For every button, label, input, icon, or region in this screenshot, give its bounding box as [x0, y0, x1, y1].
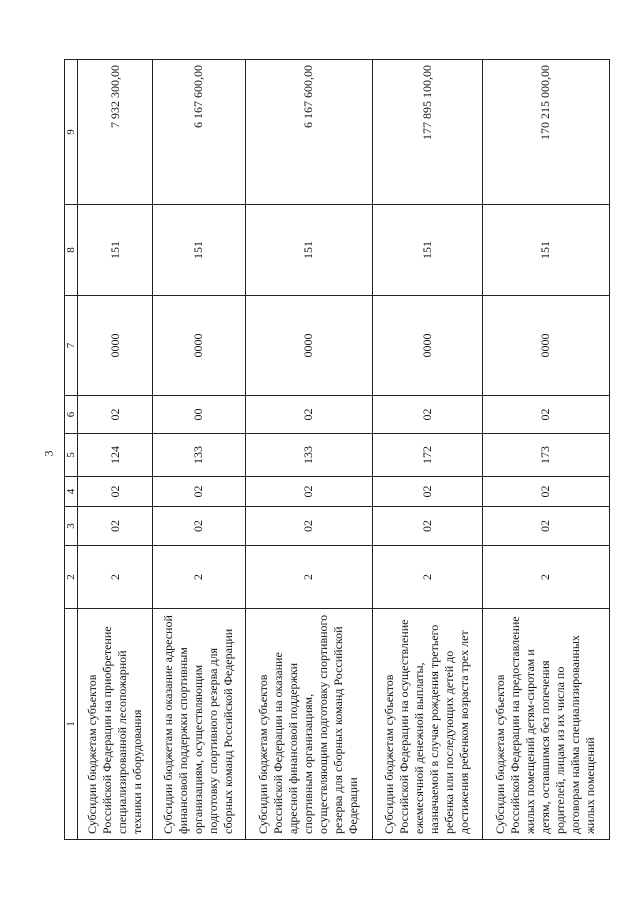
- header-cell: 9: [65, 60, 78, 205]
- row-description: Субсидии бюджетам субъектов Российской Федерации на приобретение специализированной лесопожарной техники и оборудования: [78, 609, 153, 840]
- cell-col7: 0000: [78, 296, 153, 396]
- cell-amount: 170 215 000,00: [482, 60, 609, 205]
- cell-col7: 0000: [245, 296, 372, 396]
- cell-col2: 2: [372, 546, 482, 609]
- header-cell: 5: [65, 434, 78, 477]
- cell-col2: 2: [245, 546, 372, 609]
- cell-col5: 173: [482, 434, 609, 477]
- cell-col6: 00: [153, 396, 246, 434]
- cell-col8: 151: [372, 205, 482, 296]
- table-row: [482, 60, 609, 840]
- cell-col6: 02: [372, 396, 482, 434]
- cell-col3: 02: [372, 507, 482, 546]
- cell-amount: 6 167 600,00: [245, 60, 372, 205]
- cell-col7: 0000: [372, 296, 482, 396]
- row-description: Субсидии бюджетам субъектов Российской Федерации на предоставление жилых помещений детям-сиротам и детям, оставшимся без попечения родителей, лицам из их числа по договорам найма специализированных жилых помещений: [482, 609, 609, 840]
- row-description: Субсидии бюджетам субъектов Российской Федерации на оказание адресной финансовой поддержки спортивным организациям, осуществляющим подготовку спортивного резерва для сборных команд Российской Федерации: [245, 609, 372, 840]
- cell-col8: 151: [482, 205, 609, 296]
- cell-col5: 124: [78, 434, 153, 477]
- cell-col5: 133: [153, 434, 246, 477]
- cell-col5: 172: [372, 434, 482, 477]
- cell-col7: 0000: [482, 296, 609, 396]
- cell-amount: 6 167 600,00: [153, 60, 246, 205]
- header-cell: 2: [65, 546, 78, 609]
- cell-col3: 02: [153, 507, 246, 546]
- cell-col7: 0000: [153, 296, 246, 396]
- header-cell: 8: [65, 205, 78, 296]
- cell-col4: 02: [78, 477, 153, 507]
- cell-col3: 02: [245, 507, 372, 546]
- header-cell: 6: [65, 396, 78, 434]
- cell-col6: 02: [78, 396, 153, 434]
- row-description: Субсидии бюджетам на оказание адресной финансовой поддержки спортивным организациям, осуществляющим подготовку спортивного резерва для сборных команд Российской Федерации: [153, 609, 246, 840]
- cell-col5: 133: [245, 434, 372, 477]
- cell-amount: 7 932 300,00: [78, 60, 153, 205]
- header-cell: 7: [65, 296, 78, 396]
- cell-col8: 151: [78, 205, 153, 296]
- cell-col4: 02: [153, 477, 246, 507]
- cell-col3: 02: [78, 507, 153, 546]
- cell-col6: 02: [482, 396, 609, 434]
- page-number: 3: [41, 450, 56, 457]
- table-row: [245, 60, 372, 840]
- header-cell: 1: [65, 609, 78, 840]
- budget-table: [64, 59, 610, 840]
- rotated-table-container: [64, 60, 610, 840]
- table-row: [153, 60, 246, 840]
- cell-col2: 2: [153, 546, 246, 609]
- cell-amount: 177 895 100,00: [372, 60, 482, 205]
- cell-col8: 151: [153, 205, 246, 296]
- cell-col4: 02: [482, 477, 609, 507]
- cell-col8: 151: [245, 205, 372, 296]
- cell-col2: 2: [78, 546, 153, 609]
- table-row: [78, 60, 153, 840]
- header-cell: 4: [65, 477, 78, 507]
- cell-col4: 02: [245, 477, 372, 507]
- table-row: [372, 60, 482, 840]
- cell-col4: 02: [372, 477, 482, 507]
- cell-col2: 2: [482, 546, 609, 609]
- cell-col3: 02: [482, 507, 609, 546]
- header-row: [65, 60, 78, 840]
- header-cell: 3: [65, 507, 78, 546]
- cell-col6: 02: [245, 396, 372, 434]
- row-description: Субсидии бюджетам субъектов Российской Федерации на осуществление ежемесячной денежной выплаты, назначаемой в случае рождения третьего ребенка или последующих детей до достижения ребенком возраста трех лет: [372, 609, 482, 840]
